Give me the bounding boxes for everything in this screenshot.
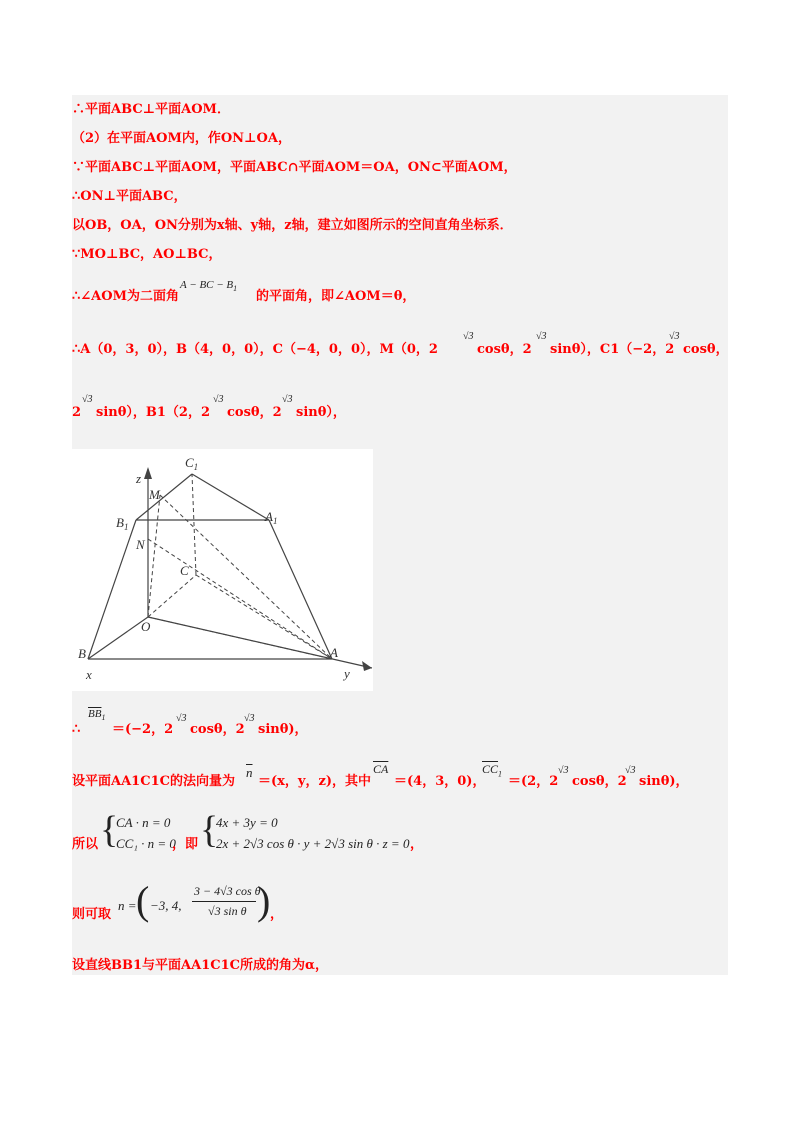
system-1-row-1: CA · n = 0 — [116, 815, 171, 830]
left-brace-2: { — [200, 809, 219, 851]
edge-a-a1 — [269, 520, 332, 659]
edge-c1-a1 — [192, 474, 269, 520]
line-10-part-4: sinθ)， — [258, 722, 308, 737]
line-6: ∵MO⊥BC，AO⊥BC， — [72, 247, 222, 262]
sqrt3-sup: √3 — [625, 765, 636, 776]
line-14: 设直线BB1与平面AA1C1C所成的角为α， — [72, 958, 328, 973]
label-c1: $C_1$ — [185, 455, 199, 472]
vector-n: $\overline{n}$ — [246, 765, 253, 780]
line-2: （2）在平面AOM内，作ON⊥OA， — [72, 131, 291, 146]
dashed-o-c — [148, 575, 196, 617]
line-10-part-1: ∴ — [72, 722, 81, 737]
line-5: 以OB，OA，ON分别为x轴、y轴，z轴，建立如图所示的空间直角坐标系． — [72, 218, 513, 233]
vector-cc1: $\overline{CC}_1$ — [482, 762, 503, 779]
label-c: C — [180, 563, 189, 578]
system-2-row-1: 4x + 3y = 0 — [216, 815, 278, 830]
dashed-c-c1 — [192, 474, 196, 575]
label-z: z — [136, 471, 142, 486]
line-10-part-2: ＝(−2，2 — [112, 722, 174, 737]
geometry-figure — [72, 449, 373, 691]
line-9-part-1: 2 — [72, 405, 82, 420]
line-12-part-2: ，即 — [172, 837, 199, 852]
left-brace-1: { — [100, 809, 119, 851]
system-1-row-2: CC₁ · n = 0 — [116, 836, 176, 851]
line-8-part-2: cosθ，2 — [477, 342, 532, 357]
sqrt3-sup: √3 — [82, 394, 93, 405]
vector-ca: $\overline{CA}$ — [373, 762, 389, 776]
edge-b1-c1 — [136, 474, 192, 520]
sqrt3-sup: √3 — [669, 331, 680, 342]
n-vector-components: −3, 4, — [150, 898, 182, 913]
label-y: y — [344, 666, 350, 681]
line-11-part-6: sinθ)， — [639, 774, 689, 789]
line-7-end: 的平面角，即∠AOM＝θ， — [256, 289, 416, 304]
n-vector-denominator: √3 sin θ — [208, 904, 247, 918]
line-11-part-5: cosθ，2 — [572, 774, 627, 789]
label-a: A — [330, 645, 338, 660]
n-vector-numerator: 3 − 4√3 cos θ — [194, 884, 261, 898]
n-vector-lhs: n = — [118, 898, 137, 913]
line-11-part-2: ＝(x，y，z)，其中 — [258, 774, 371, 789]
axis-x — [88, 617, 148, 659]
frustum-diagram — [72, 449, 373, 691]
dihedral-angle-label: A − BC − $B_1$ — [180, 279, 238, 294]
line-10-part-3: cosθ，2 — [190, 722, 245, 737]
line-12-part-3: ， — [410, 837, 424, 852]
line-12-part-1: 所以 — [72, 837, 99, 852]
label-n: N — [136, 537, 145, 552]
line-9-part-4: sinθ）， — [296, 405, 346, 420]
left-paren: ( — [136, 878, 150, 923]
label-m: M — [149, 487, 160, 502]
line-8-part-4: cosθ， — [683, 342, 729, 357]
line-7-start: ∴∠AOM为二面角 — [72, 289, 179, 304]
sqrt3-sup: √3 — [463, 331, 474, 342]
line-8-part-3: sinθ），C1（−2，2 — [550, 342, 675, 357]
label-o: O — [141, 619, 151, 634]
axis-z-arrow — [144, 467, 152, 479]
label-a1: $A_1$ — [265, 509, 278, 526]
label-b1: $B_1$ — [116, 515, 129, 532]
sqrt3-sup: √3 — [282, 394, 293, 405]
axis-y-arrow — [362, 661, 372, 671]
line-13-part-2: ， — [270, 907, 284, 922]
vector-bb1: $\overline{BB}_1$ — [88, 708, 106, 723]
right-paren: ) — [257, 878, 271, 923]
sqrt3-sup: √3 — [536, 331, 547, 342]
edge-b-b1 — [88, 520, 136, 659]
sqrt3-sup: √3 — [558, 765, 569, 776]
sqrt3-sup: √3 — [213, 394, 224, 405]
fraction-bar — [192, 901, 256, 902]
line-1: ∴平面ABC⊥平面AOM． — [72, 102, 230, 117]
line-3: ∵平面ABC⊥平面AOM，平面ABC∩平面AOM＝OA，ON⊂平面AOM， — [72, 160, 517, 175]
label-x: x — [86, 667, 92, 682]
line-11-part-4: ＝(2，2 — [508, 774, 559, 789]
line-13-part-1: 则可取 — [72, 907, 112, 922]
line-9-part-2: sinθ），B1（2，2 — [96, 405, 211, 420]
dashed-c-a — [196, 575, 332, 659]
line-11-part-3: ＝(4，3，0)， — [394, 774, 486, 789]
sqrt3-sup: √3 — [244, 713, 255, 724]
line-9-part-3: cosθ，2 — [227, 405, 282, 420]
system-2-row-2: 2x + 2√3 cos θ · y + 2√3 sin θ · z = 0 — [216, 836, 410, 851]
line-8-part-1: ∴A（0，3，0），B（4，0，0），C（−4，0，0），M（0，2 — [72, 342, 438, 357]
dashed-o-m — [148, 495, 160, 617]
label-b: B — [78, 646, 86, 661]
line-4: ∴ON⊥平面ABC， — [72, 189, 187, 204]
line-11-part-1: 设平面AA1C1C的法向量为 — [72, 774, 235, 789]
sqrt3-sup: √3 — [176, 713, 187, 724]
